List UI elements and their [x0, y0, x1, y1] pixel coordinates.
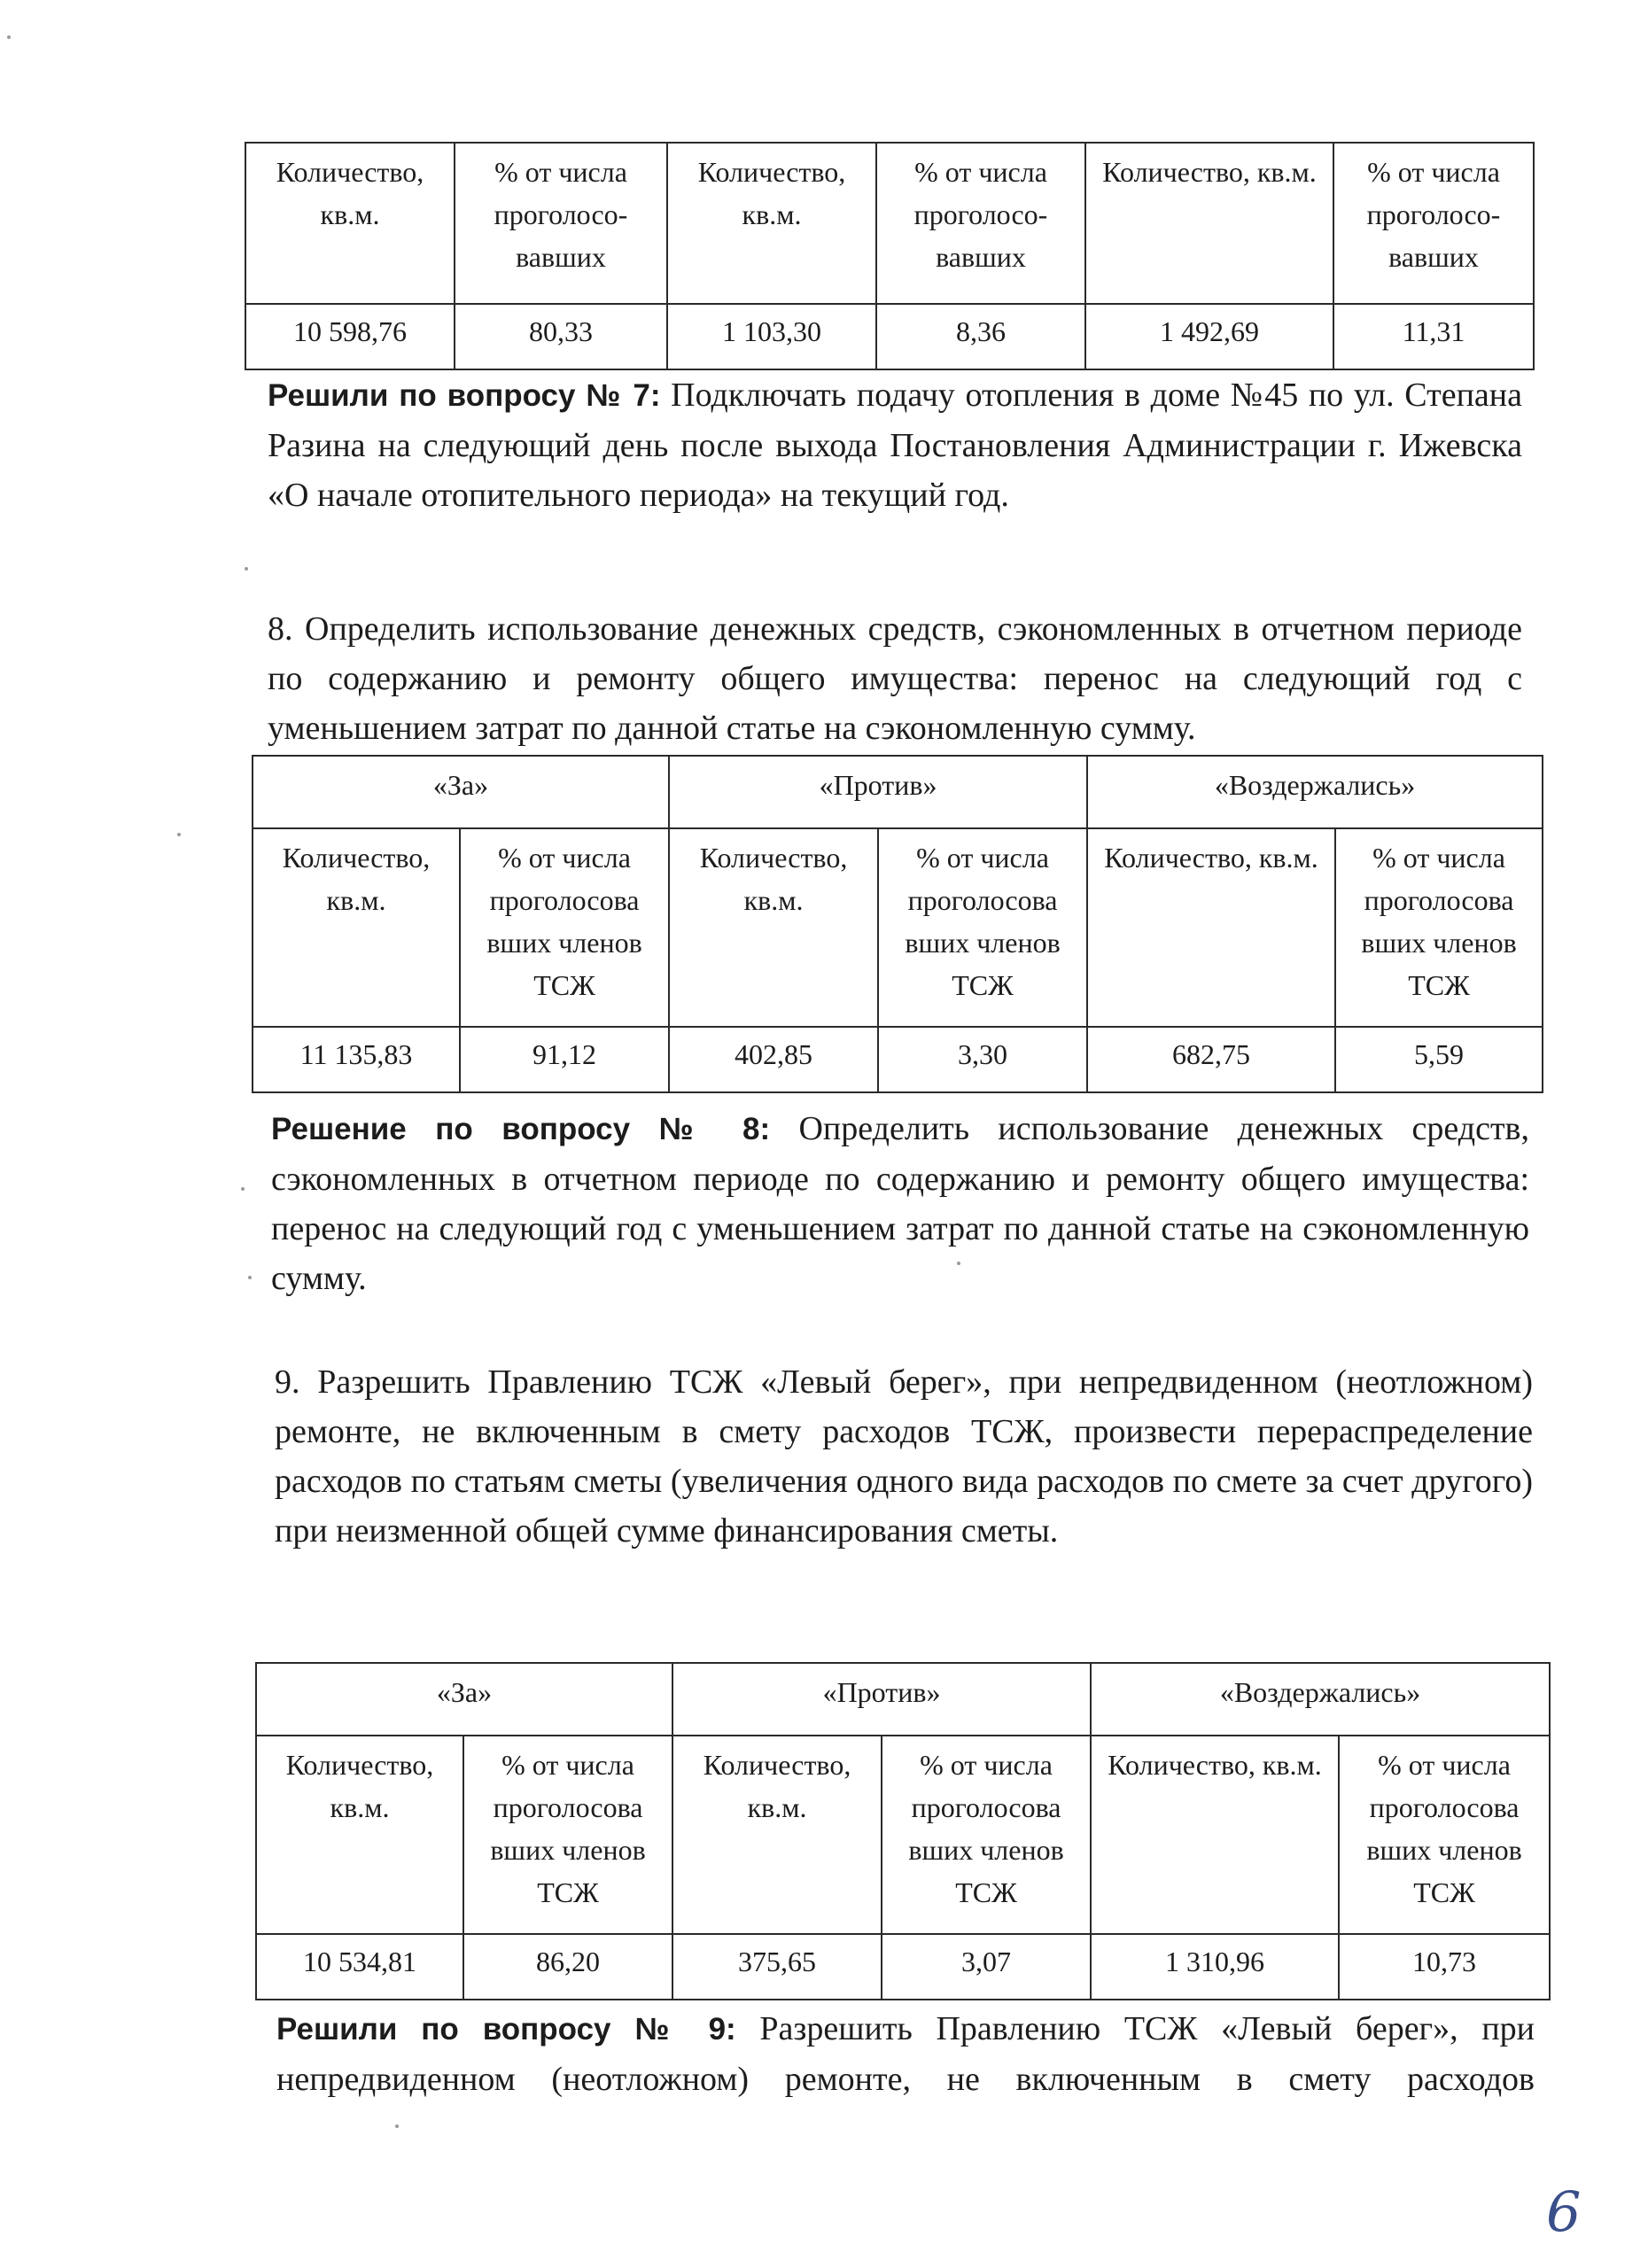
header-cell: Количество, кв.м.	[667, 143, 876, 304]
votes-table-q8	[252, 755, 1543, 1093]
group-abstained: «Воздержались»	[1087, 756, 1543, 828]
value-cell: 402,85	[669, 1027, 878, 1092]
header-cell: % от числа проголосо- вавших	[455, 143, 667, 304]
scan-speck	[395, 2124, 399, 2128]
header-cell: Количество, кв.м.	[245, 143, 455, 304]
scan-speck	[248, 1276, 252, 1279]
group-for: «За»	[253, 756, 669, 828]
table-header-row	[256, 1736, 1550, 1934]
decision-7	[268, 370, 1522, 520]
header-cell: Количество, кв.м.	[1091, 1736, 1339, 1934]
header-cell: % от числа проголосова вших членов ТСЖ	[460, 828, 669, 1027]
value-cell: 5,59	[1335, 1027, 1543, 1092]
value-cell: 11,31	[1333, 304, 1534, 369]
value-cell: 1 310,96	[1091, 1934, 1339, 2000]
votes-table-q9	[255, 1662, 1551, 2000]
page-number: 6	[1546, 2179, 1582, 2244]
header-cell: Количество, кв.м.	[669, 828, 878, 1027]
agenda-item-9	[275, 1357, 1533, 1556]
table-values-row	[256, 1934, 1550, 2000]
table-values-row	[253, 1027, 1543, 1092]
scan-speck	[245, 567, 248, 571]
header-cell: % от числа проголосо- вавших	[876, 143, 1085, 304]
decision-7-text: Подключать подачу отопления в доме №45 по ул. Степана Разина на следующий день после выхода Постановления Администрации г. Ижевска «О начале отопительного периода» на текущий год.	[268, 377, 1522, 514]
group-against: «Против»	[672, 1663, 1091, 1736]
value-cell: 1 103,30	[667, 304, 876, 369]
decision-8-text: Определить использование денежных средств, сэкономленных в отчетном периоде по содержанию и ремонту общего имущества: перенос на следующий год с уменьшением затрат по данной статье на сэкономленную сумму.	[271, 1110, 1529, 1297]
value-cell: 91,12	[460, 1027, 669, 1092]
votes-table-q7	[245, 142, 1535, 370]
table-group-row	[256, 1663, 1550, 1736]
value-cell: 3,30	[878, 1027, 1087, 1092]
scan-speck	[177, 833, 181, 836]
header-cell: % от числа проголосо- вавших	[1333, 143, 1534, 304]
header-cell: % от числа проголосова вших членов ТСЖ	[1335, 828, 1543, 1027]
header-cell: Количество, кв.м.	[1087, 828, 1335, 1027]
group-for: «За»	[256, 1663, 672, 1736]
value-cell: 10,73	[1339, 1934, 1550, 2000]
value-cell: 11 135,83	[253, 1027, 460, 1092]
decision-8-lead: Решение по вопросу № 8:	[271, 1112, 771, 1146]
scan-speck	[241, 1187, 245, 1191]
decision-9-lead: Решили по вопросу № 9:	[276, 2012, 736, 2047]
scan-speck	[957, 1262, 960, 1265]
value-cell: 10 598,76	[245, 304, 455, 369]
header-cell: % от числа проголосова вших членов ТСЖ	[878, 828, 1087, 1027]
value-cell: 8,36	[876, 304, 1085, 369]
table-header-row	[253, 828, 1543, 1027]
header-cell: Количество, кв.м.	[1085, 143, 1333, 304]
agenda-item-8-text: 8. Определить использование денежных средств, сэкономленных в отчетном периоде по содержанию и ремонту общего имущества: перенос на следующий год с уменьшением затрат по данной статье на сэкономленную сумму.	[268, 610, 1522, 747]
value-cell: 80,33	[455, 304, 667, 369]
group-abstained: «Воздержались»	[1091, 1663, 1550, 1736]
decision-7-lead: Решили по вопросу № 7:	[268, 378, 661, 413]
group-against: «Против»	[669, 756, 1087, 828]
value-cell: 3,07	[882, 1934, 1091, 2000]
decision-8	[271, 1104, 1529, 1303]
decision-9-text: Разрешить Правлению ТСЖ «Левый берег», при непредвиденном (неотложном) ремонте, не включенным в смету расходов	[276, 2010, 1535, 2098]
header-cell: Количество, кв.м.	[672, 1736, 882, 1934]
value-cell: 10 534,81	[256, 1934, 463, 2000]
table-header-row	[245, 143, 1534, 304]
header-cell: % от числа проголосова вших членов ТСЖ	[882, 1736, 1091, 1934]
agenda-item-8	[268, 604, 1522, 753]
header-cell: Количество, кв.м.	[253, 828, 460, 1027]
value-cell: 375,65	[672, 1934, 882, 2000]
table-group-row	[253, 756, 1543, 828]
header-cell: Количество, кв.м.	[256, 1736, 463, 1934]
decision-9	[276, 2004, 1535, 2104]
value-cell: 86,20	[463, 1934, 672, 2000]
value-cell: 1 492,69	[1085, 304, 1333, 369]
scan-speck	[7, 35, 11, 39]
header-cell: % от числа проголосова вших членов ТСЖ	[1339, 1736, 1550, 1934]
agenda-item-9-text: 9. Разрешить Правлению ТСЖ «Левый берег», при непредвиденном (неотложном) ремонте, не включенным в смету расходов ТСЖ, произвести перераспределение расходов по статьям сметы (увеличения одного вида расходов по смете за счет другого) при неизменной общей сумме финансирования сметы.	[275, 1363, 1533, 1550]
table-values-row	[245, 304, 1534, 369]
value-cell: 682,75	[1087, 1027, 1335, 1092]
header-cell: % от числа проголосова вших членов ТСЖ	[463, 1736, 672, 1934]
